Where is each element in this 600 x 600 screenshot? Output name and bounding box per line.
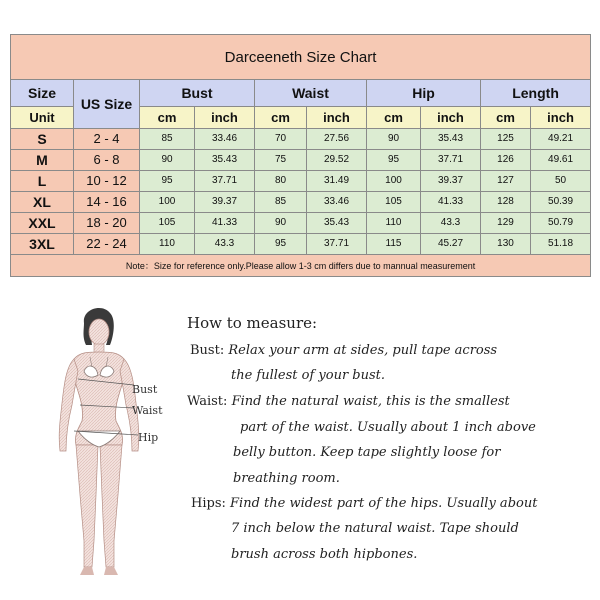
waist-inch-value: 27.56: [307, 128, 367, 149]
waist-inch-value: 29.52: [307, 149, 367, 170]
header-bust: Bust: [140, 80, 255, 106]
unit-label: Unit: [11, 106, 74, 128]
hip-cm-value: 110: [367, 212, 421, 233]
hip-figure-label: Hip: [138, 431, 159, 444]
bust-instruction-text: the fullest of your bust.: [231, 368, 386, 383]
hip-inch-value: 41.33: [421, 191, 481, 212]
hip-cm-value: 115: [367, 233, 421, 254]
waist-inch-value: 31.49: [307, 170, 367, 191]
hip-inch-value: 35.43: [421, 128, 481, 149]
size-label: L: [11, 170, 74, 191]
hip-cm-value: 100: [367, 170, 421, 191]
bust-cm-value: 95: [140, 170, 195, 191]
hip-inch-value: 45.27: [421, 233, 481, 254]
bust-cm-value: 100: [140, 191, 195, 212]
waist-cm-value: 80: [255, 170, 307, 191]
length-inch-value: 50: [531, 170, 591, 191]
bust-inch-value: 37.71: [195, 170, 255, 191]
size-label: 3XL: [11, 233, 74, 254]
bust-inch-value: 35.43: [195, 149, 255, 170]
length-cm-value: 128: [481, 191, 531, 212]
hip-cm-value: 90: [367, 128, 421, 149]
length-cm-value: 125: [481, 128, 531, 149]
body-figure-illustration: [40, 305, 170, 585]
waist-cm-value: 95: [255, 233, 307, 254]
table-row: [11, 191, 591, 212]
us-size-value: 2 - 4: [74, 128, 140, 149]
bust-instruction-line: [190, 343, 497, 358]
hip-inch-value: 37.71: [421, 149, 481, 170]
waist-inch-value: 33.46: [307, 191, 367, 212]
hips-instruction-text: brush across both hipbones.: [231, 547, 418, 562]
bust-instruction-text: Relax your arm at sides, pull tape across: [228, 343, 498, 358]
waist-cm-value: 85: [255, 191, 307, 212]
us-size-value: 14 - 16: [74, 191, 140, 212]
bust-inch-value: 33.46: [195, 128, 255, 149]
length-cm-value: 130: [481, 233, 531, 254]
size-label: XL: [11, 191, 74, 212]
hips-instruction-text: 7 inch below the natural waist. Tape should: [231, 521, 519, 536]
size-chart-table: [10, 34, 591, 277]
size-label: M: [11, 149, 74, 170]
waist-figure-label: Waist: [132, 404, 163, 417]
unit-cm: cm: [367, 106, 421, 128]
table-row: [11, 128, 591, 149]
us-size-value: 22 - 24: [74, 233, 140, 254]
waist-instruction-text: belly button. Keep tape slightly loose for: [233, 445, 501, 460]
header-hip: Hip: [367, 80, 481, 106]
hips-instruction-label: Hips:: [191, 496, 226, 511]
us-size-value: 6 - 8: [74, 149, 140, 170]
bust-instruction-label: Bust:: [190, 343, 225, 358]
length-cm-value: 126: [481, 149, 531, 170]
unit-cm: cm: [481, 106, 531, 128]
header-us-size: US Size: [74, 80, 140, 128]
length-cm-value: 127: [481, 170, 531, 191]
hip-cm-value: 95: [367, 149, 421, 170]
unit-inch: inch: [307, 106, 367, 128]
length-inch-value: 49.21: [531, 128, 591, 149]
size-label: XXL: [11, 212, 74, 233]
hips-instruction-text: Find the widest part of the hips. Usually about: [230, 496, 538, 511]
header-length: Length: [481, 80, 591, 106]
bust-cm-value: 90: [140, 149, 195, 170]
bust-cm-value: 110: [140, 233, 195, 254]
bust-inch-value: 41.33: [195, 212, 255, 233]
waist-cm-value: 75: [255, 149, 307, 170]
length-cm-value: 129: [481, 212, 531, 233]
bust-inch-value: 39.37: [195, 191, 255, 212]
how-to-measure-title: How to measure:: [187, 314, 318, 332]
bust-figure-label: Bust: [132, 383, 158, 396]
hip-inch-value: 39.37: [421, 170, 481, 191]
chart-title: Darceeneth Size Chart: [11, 35, 591, 80]
waist-cm-value: 90: [255, 212, 307, 233]
length-inch-value: 50.79: [531, 212, 591, 233]
us-size-value: 18 - 20: [74, 212, 140, 233]
length-inch-value: 50.39: [531, 191, 591, 212]
size-label: S: [11, 128, 74, 149]
hips-instruction-line: [191, 496, 537, 511]
unit-cm: cm: [255, 106, 307, 128]
unit-inch: inch: [531, 106, 591, 128]
length-inch-value: 49.61: [531, 149, 591, 170]
table-row: [11, 149, 591, 170]
unit-inch: inch: [195, 106, 255, 128]
bust-cm-value: 105: [140, 212, 195, 233]
table-row: [11, 212, 591, 233]
waist-instruction-text: Find the natural waist, this is the smallest: [231, 394, 510, 409]
table-row: [11, 233, 591, 254]
hip-inch-value: 43.3: [421, 212, 481, 233]
waist-instruction-text: part of the waist. Usually about 1 inch above: [240, 420, 536, 435]
waist-instruction-text: breathing room.: [233, 471, 340, 486]
hip-cm-value: 105: [367, 191, 421, 212]
unit-inch: inch: [421, 106, 481, 128]
length-inch-value: 51.18: [531, 233, 591, 254]
bust-cm-value: 85: [140, 128, 195, 149]
bust-inch-value: 43.3: [195, 233, 255, 254]
unit-cm: cm: [140, 106, 195, 128]
body-figure-icon: [40, 305, 170, 585]
waist-inch-value: 35.43: [307, 212, 367, 233]
chart-note: Note：Size for reference only.Please allow 1-3 cm differs due to mannual measurement: [11, 254, 591, 276]
waist-inch-value: 37.71: [307, 233, 367, 254]
header-size: Size: [11, 80, 74, 106]
header-waist: Waist: [255, 80, 367, 106]
waist-cm-value: 70: [255, 128, 307, 149]
us-size-value: 10 - 12: [74, 170, 140, 191]
table-row: [11, 170, 591, 191]
waist-instruction-label: Waist:: [187, 394, 228, 409]
waist-instruction-line: [187, 394, 510, 409]
